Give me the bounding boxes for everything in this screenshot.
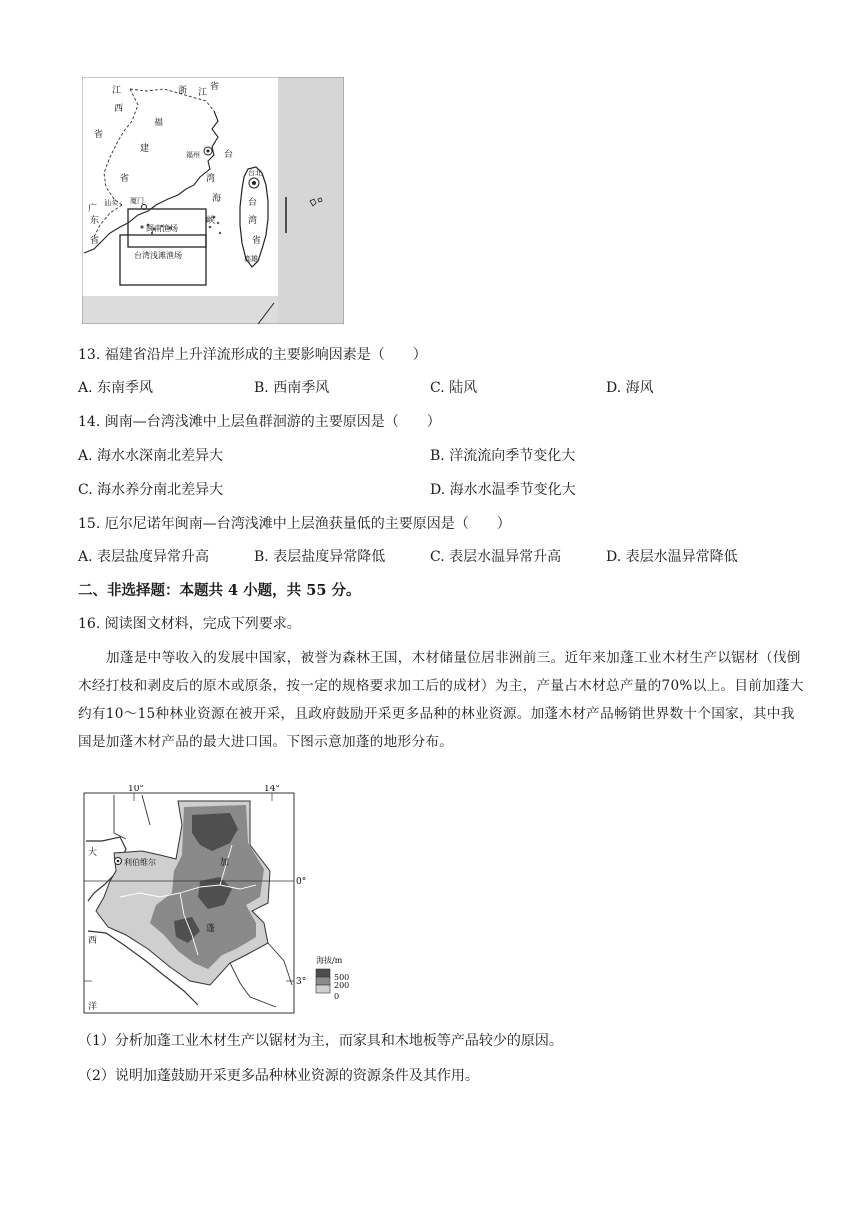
label-jiangxi-1: 江 (112, 86, 122, 96)
label-ocean-3: 洋 (88, 1002, 98, 1012)
question-16-sub-2: （2）说明加蓬鼓励开采更多品种林业资源的资源条件及其作用。 (78, 1068, 479, 1084)
label-fujian-1: 福 (154, 118, 164, 128)
question-14-option-d[interactable]: D. 海水水温季节变化大 (430, 482, 576, 498)
question-14-option-a[interactable]: A. 海水水深南北差异大 (78, 448, 224, 464)
label-lon-14: 14° (264, 785, 280, 794)
question-13-option-d[interactable]: D. 海风 (606, 380, 654, 396)
label-zhejiang-1: 浙 (178, 86, 188, 96)
label-gaoxiong: 高雄 (244, 255, 258, 263)
question-16-stem: 16. 阅读图文材料，完成下列要求。 (78, 616, 301, 632)
question-15-option-b[interactable]: B. 表层盐度异常降低 (254, 549, 386, 565)
legend-title: 海拔/m (316, 956, 343, 965)
label-strait-1: 台 (224, 150, 234, 160)
label-taiwan-1: 台 (248, 198, 258, 208)
label-capital: 利伯维尔 (124, 858, 156, 867)
label-fujian-2: 建 (140, 144, 150, 154)
label-guangdong-1: 广 (88, 204, 98, 214)
label-guangdong-2: 东 (90, 216, 100, 226)
label-strait-4: 峡 (206, 216, 216, 226)
label-shantou: 汕头 (104, 199, 118, 207)
label-taiwan-3: 省 (252, 236, 262, 246)
question-15-stem: 15. 厄尔尼诺年闽南—台湾浅滩中上层渔获量低的主要原因是（ ） (78, 516, 511, 532)
label-country-2: 蓬 (206, 924, 216, 934)
question-13-option-a[interactable]: A. 东南季风 (78, 380, 154, 396)
map1-bottom-margin (82, 296, 278, 324)
legend-200: 200 (334, 981, 350, 990)
question-16-material: 加蓬是中等收入的发展中国家，被誉为森林王国，木材储量位居非洲前三。近年来加蓬工业木材生产以锯材（伐倒木经打枝和剥皮后的原木或原条，按一定的规格要求加工后的成材）为主，产量占木材总产量的70%以上。目前加蓬大约有10～15种林业资源在被开采，且政府鼓励开采更多品种的林业资源。加蓬木材产品畅销世界数十个国家，其中我国是加蓬木材产品的最大进口国。下图示意加蓬的地形分布。 (78, 650, 804, 750)
question-13-option-c[interactable]: C. 陆风 (430, 380, 478, 396)
label-minnan-fishery: 闽南渔场 (146, 224, 178, 233)
question-14-stem: 14. 闽南—台湾浅滩中上层鱼群洄游的主要原因是（ ） (78, 414, 441, 430)
label-jiangxi-2: 西 (114, 104, 124, 114)
label-country-1: 加 (220, 858, 230, 868)
question-15-option-d[interactable]: D. 表层水温异常降低 (606, 549, 738, 565)
elevation-legend (316, 955, 349, 1001)
gabon-terrain-map (80, 785, 380, 1017)
label-strait-3: 海 (212, 194, 222, 204)
label-guangdong-3: 省 (90, 236, 100, 246)
legend-0: 0 (334, 992, 340, 1001)
question-13-option-b[interactable]: B. 西南季风 (254, 380, 330, 396)
question-15-option-c[interactable]: C. 表层水温异常升高 (430, 549, 562, 565)
label-fuzhou: 福州 (186, 151, 200, 159)
legend-500: 500 (334, 973, 350, 982)
label-strait-2: 湾 (206, 174, 216, 184)
question-14-option-c[interactable]: C. 海水养分南北差异大 (78, 482, 224, 498)
label-taiwan-2: 湾 (248, 216, 258, 226)
question-13-stem: 13. 福建省沿岸上升洋流形成的主要影响因素是（ ） (78, 347, 427, 363)
label-zhejiang-3: 省 (210, 82, 220, 92)
label-lon-10: 10° (128, 785, 144, 794)
label-lat-0: 0° (296, 877, 307, 887)
fujian-taiwan-strait-map (82, 77, 344, 324)
question-16-sub-1: （1）分析加蓬工业木材生产以锯材为主，而家具和木地板等产品较少的原因。 (78, 1033, 563, 1049)
label-zhejiang-2: 江 (198, 88, 208, 98)
label-jiangxi-3: 省 (94, 130, 104, 140)
label-taibei: 台北 (248, 169, 262, 177)
section-2-heading: 二、非选择题：本题共 4 小题，共 55 分。 (78, 582, 361, 599)
label-ocean-1: 大 (88, 848, 98, 858)
question-15-option-a[interactable]: A. 表层盐度异常升高 (78, 549, 210, 565)
label-taiwan-shoal-fishery: 台湾浅滩渔场 (134, 251, 182, 260)
label-fujian-3: 省 (120, 174, 130, 184)
label-lat-3: 3° (296, 977, 307, 987)
label-xiamen: 厦门 (130, 197, 144, 205)
question-14-option-b[interactable]: B. 洋流流向季节变化大 (430, 448, 576, 464)
label-ocean-2: 西 (88, 936, 98, 946)
